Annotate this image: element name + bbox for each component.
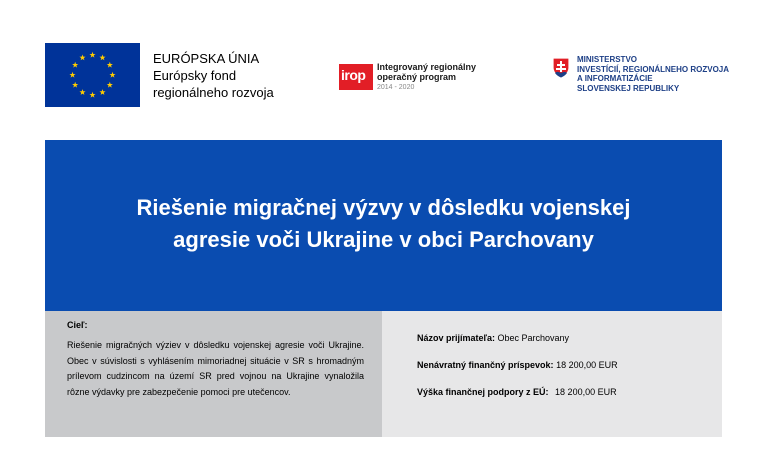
grant-value: 18 200,00 EUR: [556, 360, 618, 370]
eu-star-icon: [72, 82, 78, 88]
recipient-value: Obec Parchovany: [497, 333, 570, 343]
grant-row: [417, 360, 618, 370]
title-banner: [45, 140, 722, 311]
eu-fund-label: [153, 50, 274, 101]
eu-star-icon: [99, 54, 105, 60]
recipient-label: Názov prijímateľa:: [417, 333, 495, 343]
irop-line-2: operačný program: [377, 72, 457, 82]
info-panel: [382, 311, 722, 437]
eu-star-icon: [109, 72, 115, 78]
eu-star-icon: [79, 89, 85, 95]
goal-panel: [45, 311, 382, 437]
eu-line-2: Európsky fond: [153, 68, 237, 83]
recipient-row: [417, 333, 569, 343]
eu-support-row: [417, 387, 617, 397]
eu-star-icon: [79, 54, 85, 60]
ministry-line-2: INVESTÍCIÍ, REGIONÁLNEHO ROZVOJA: [577, 64, 730, 74]
eu-line-1: EURÓPSKA ÚNIA: [153, 51, 260, 66]
project-title: Riešenie migračnej výzvy v dôsledku vojenskej agresie voči Ukrajine v obci Parchovany: [136, 194, 631, 252]
eu-star-icon: [99, 89, 105, 95]
eu-star-icon: [107, 62, 113, 68]
grant-label: Nenávratný finančný príspevok:: [417, 360, 554, 370]
eu-star-icon: [89, 52, 95, 58]
eu-star-icon: [107, 82, 113, 88]
ministry-line-4: SLOVENSKEJ REPUBLIKY: [577, 83, 680, 93]
goal-heading: Cieľ:: [67, 320, 88, 330]
ministry-line-3: A INFORMATIZÁCIE: [577, 74, 653, 83]
eu-line-3: regionálneho rozvoja: [153, 85, 274, 100]
slovak-crest-icon: [552, 57, 570, 79]
eu-star-icon: [89, 92, 95, 98]
eu-star-icon: [69, 72, 75, 78]
irop-line-1: Integrovaný regionálny: [377, 62, 477, 72]
eu-star-icon: [72, 62, 78, 68]
irop-program-name: [377, 62, 476, 82]
ministry-line-1: MINISTERSTVO: [577, 55, 638, 64]
ministry-name: [577, 55, 729, 93]
eu-flag-icon: [45, 43, 140, 107]
irop-logo-icon: [339, 64, 373, 90]
eu-support-label: Výška finančnej podpory z EÚ:: [417, 387, 549, 397]
irop-years: 2014 - 2020: [377, 84, 415, 91]
eu-support-value: 18 200,00 EUR: [555, 387, 617, 397]
goal-text: Riešenie migračných výziev v dôsledku vojenskej agresie voči Ukrajine. Obec v súvislosti s vyhlásením mimoriadnej situácie v SR s hromadným prílevom cudzincom na území SR pred vojnou na Ukrajine vynaložila rôzne výdavky pre zabezpečenie pomoci pre utečencov.: [67, 340, 364, 397]
irop-logo-text: irop: [341, 67, 366, 83]
